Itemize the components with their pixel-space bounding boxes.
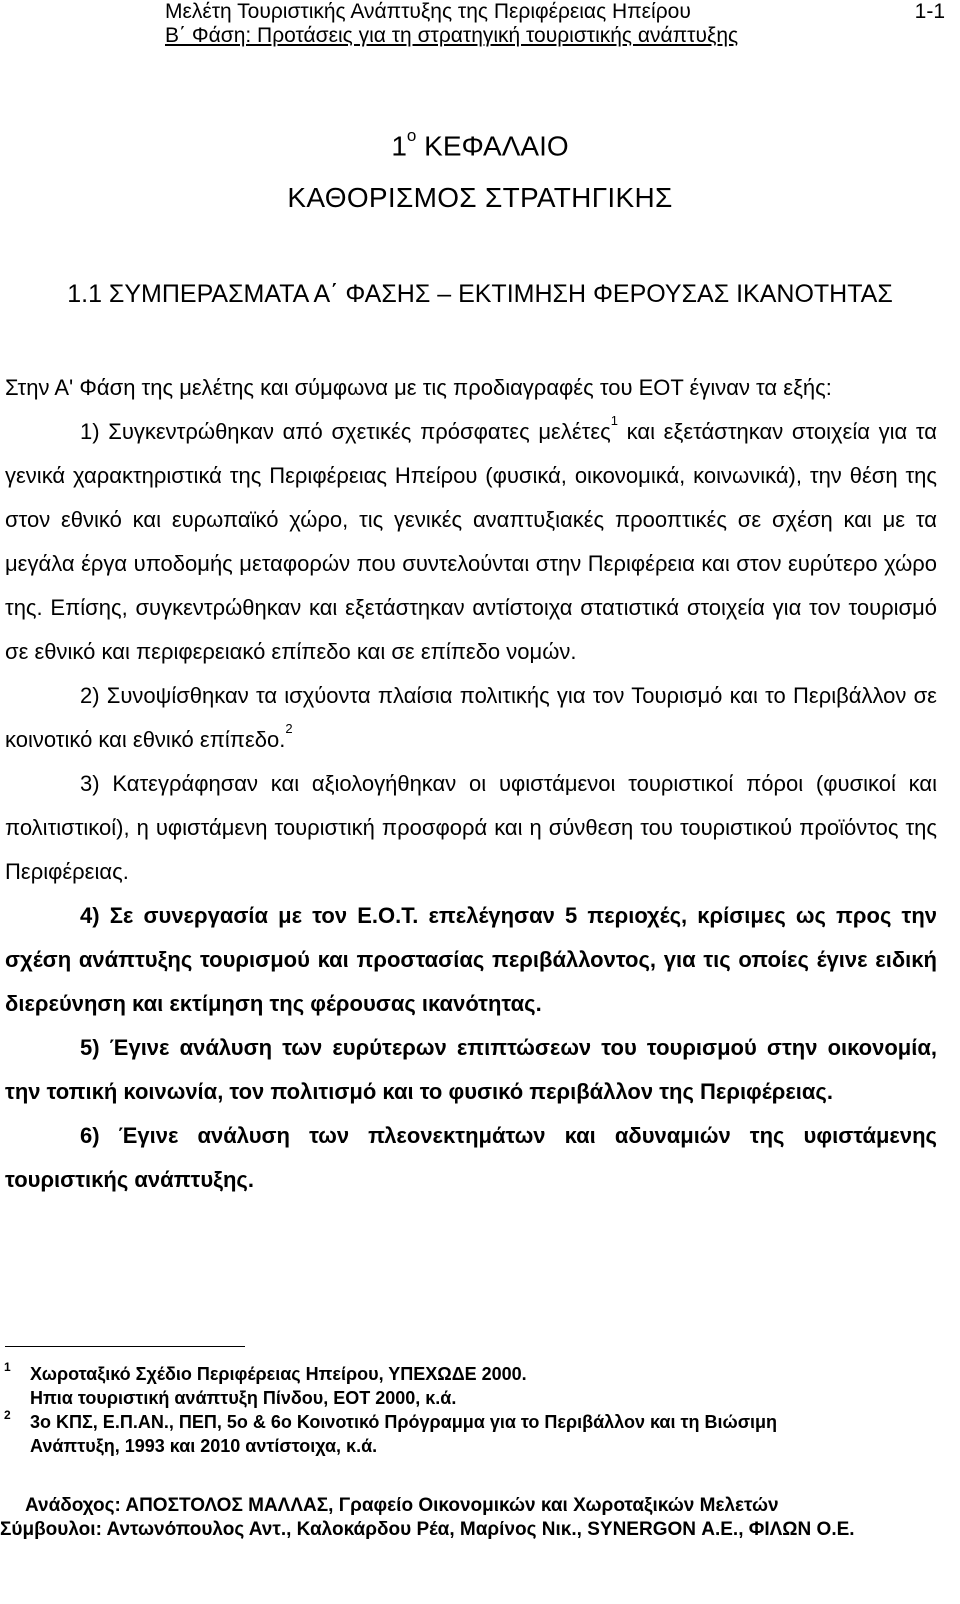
running-header xyxy=(165,0,945,48)
footnote-separator xyxy=(5,1346,245,1347)
footnote-ref-2: 2 xyxy=(285,720,293,736)
header-phase-title: Β΄ Φάση: Προτάσεις για τη στρατηγική τουριστικής ανάπτυξης xyxy=(165,24,739,47)
chapter-title: ΚΑΘΟΡΙΣΜΟΣ ΣΤΡΑΤΗΓΙΚΗΣ xyxy=(287,182,673,213)
paragraph-1-rest: και εξετάστηκαν στοιχεία για τα γενικά χαρακτηριστικά της Περιφέρειας Ηπείρου (φυσικά, οικονομικά, κοινωνικά), την θέση της στον εθνικό και ευρωπαϊκό χώρο, τις γενικές αναπτυξιακές προοπτικές σε σχέση και με τα μεγάλα έργα υποδομής μεταφορών που συντελούνται στην Περιφέρεια και στον ευρύτερο χώρο της. Επίσης, συγκεντρώθηκαν και εξετάστηκαν αντίστοιχα στατιστικά στοιχεία για τον τουρισμό σε εθνικό και περιφερειακό επίπεδο και σε επίπεδο νομών. xyxy=(5,419,937,664)
chapter-number-digit: 1 xyxy=(391,130,407,162)
footnote-ref-1: 1 xyxy=(610,412,618,428)
footer-consultants: Σύμβουλοι: Αντωνόπουλος Αντ., Καλοκάρδου Ρέα, Μαρίνος Νικ., SYNERGON Α.Ε., ΦΙΛΩΝ Ο.Ε. xyxy=(0,1519,855,1540)
paragraph-2-text: 2) Συνοψίσθηκαν τα ισχύοντα πλαίσια πολιτικής για τον Τουρισμό και το Περιβάλλον σε κοινοτικό και εθνικό επίπεδο. xyxy=(5,683,937,752)
paragraph-1-start: 1) Συγκεντρώθηκαν από σχετικές πρόσφατες μελέτες xyxy=(80,419,611,444)
header-page-number: 1-1 xyxy=(914,0,945,23)
header-study-title: Μελέτη Τουριστικής Ανάπτυξης της Περιφέρειας Ηπείρου xyxy=(165,0,691,23)
paragraph-4: 4) Σε συνεργασία με τον Ε.Ο.Τ. επελέγησαν 5 περιοχές, κρίσιμες ως προς την σχέση ανάπτυξης τουρισμού και προστασίας περιβάλλοντος, για τις οποίες έγινε ειδική διερεύνηση και εκτίμηση της φέρουσας ικανότητας. xyxy=(5,903,937,1016)
paragraph-6: 6) Έγινε ανάλυση των πλεονεκτημάτων και αδυναμιών της υφιστάμενης τουριστικής ανάπτυξης. xyxy=(5,1123,937,1192)
footnote-1-mark: 1 xyxy=(4,1360,11,1374)
footer-contractor: Ανάδοχος: ΑΠΟΣΤΟΛΟΣ ΜΑΛΛΑΣ, Γραφείο Οικονομικών και Χωροταξικών Μελετών xyxy=(25,1495,779,1516)
chapter-word: ΚΕΦΑΛΑΙΟ xyxy=(424,130,569,162)
footnotes xyxy=(0,1362,945,1458)
footnote-1-line-2: Ηπια τουριστική ανάπτυξη Πίνδου, ΕΟΤ 2000, κ.ά. xyxy=(30,1388,457,1408)
paragraph-1 xyxy=(5,410,937,674)
footnote-2-line-1: 3ο ΚΠΣ, Ε.Π.ΑΝ., ΠΕΠ, 5ο & 6ο Κοινοτικό Πρόγραμμα για το Περιβάλλον και τη Βιώσιμη xyxy=(30,1412,778,1432)
paragraph-2 xyxy=(5,674,937,762)
paragraph-intro: Στην Α' Φάση της μελέτης και σύμφωνα με τις προδιαγραφές του ΕΟΤ έγιναν τα εξής: xyxy=(5,375,832,400)
footnote-2-mark: 2 xyxy=(4,1408,11,1422)
footnote-2-line-2: Ανάπτυξη, 1993 και 2010 αντίστοιχα, κ.ά. xyxy=(30,1436,378,1456)
footnote-1 xyxy=(0,1362,945,1410)
paragraph-3: 3) Κατεγράφησαν και αξιολογήθηκαν οι υφιστάμενοι τουριστικοί πόροι (φυσικοί και πολιτιστικοί), η υφιστάμενη τουριστική προσφορά και η σύνθεση του τουριστικού προϊόντος της Περιφέρειας. xyxy=(5,771,937,884)
footnote-2 xyxy=(0,1410,945,1458)
paragraph-5: 5) Έγινε ανάλυση των ευρύτερων επιπτώσεων του τουρισμού στην οικονομία, την τοπική κοινωνία, τον πολιτισμό και το φυσικό περιβάλλον της Περιφέρειας. xyxy=(5,1035,937,1104)
body-text xyxy=(5,366,937,1202)
section-title: 1.1 ΣΥΜΠΕΡΑΣΜΑΤΑ Α΄ ΦΑΣΗΣ – ΕΚΤΙΜΗΣΗ ΦΕΡΟΥΣΑΣ ΙΚΑΝΟΤΗΤΑΣ xyxy=(67,280,893,308)
chapter-number-sup: ο xyxy=(406,126,417,145)
chapter-number xyxy=(0,126,960,162)
footnote-1-line-1: Χωροταξικό Σχέδιο Περιφέρειας Ηπείρου, ΥΠΕΧΩΔΕ 2000. xyxy=(30,1364,527,1384)
page-footer xyxy=(0,1494,960,1542)
